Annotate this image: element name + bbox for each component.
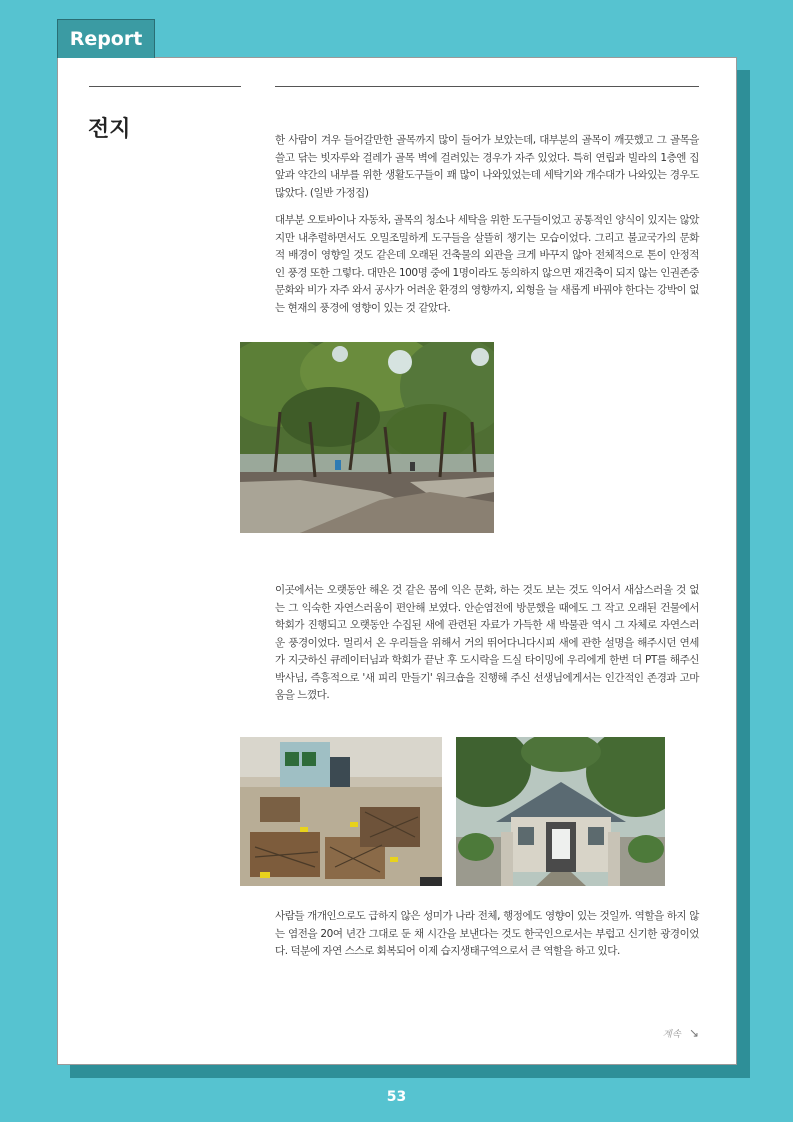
page-number: 53 — [386, 1089, 407, 1105]
paragraph-3: 이곳에서는 오랫동안 해온 것 같은 몸에 익은 문화, 하는 것도 보는 것도 익어서 새삼스러울 것 없는 그 익숙한 자연스러움이 편안해 보였다. 안순염전에 방문했을 때에도 그 작고 오래된 건물에서 학회가 진행되고 오랫동안 수집된 새에 관련된 자료가 가득한 새 박물관 역시 그 자체로 자연스러운 풍경이었다. 멀리서 온 우리들을 위해서 거의 뛰어다니다시피 새에 관한 설명을 해주시던 연세가 지긋하신 큐레이터님과 학회가 끝난 후 도시락을 드실 타이밍에 우리에게 한번 더 PT를 해주신 박사님, 즉흥적으로 '새 피리 만들기' 워크숍을 진행해 주신 선생님에게서는 인간적인 존경과 고마움을 느꼈다. — [275, 584, 699, 701]
park-trees-photo — [240, 342, 494, 533]
section-title: 전지 — [88, 117, 131, 142]
arrow-down-right-icon: ↘ — [688, 1026, 699, 1040]
continue-link[interactable] — [663, 1026, 699, 1040]
title-rule — [89, 86, 241, 87]
paragraph-2: 대부분 오토바이나 자동차, 골목의 청소나 세탁을 위한 도구들이었고 공통적인 양식이 있지는 않았지만 내추럴하면서도 오밀조밀하게 도구들을 살뜰히 챙기는 모습이었다. 그리고 불교국가의 문화적 배경이 영향일 것도 같은데 오래된 건축물의 외관을 크게 바꾸지 않아 전체적으로 톤이 안정적인 풍경 또한 그렇다. 대만은 100명 중에 1명이라도 동의하지 않으면 재건축이 되지 않는 인권존중문화와 비가 자주 와서 공사가 어려운 환경의 영향까지, 외형을 늘 새롭게 바꿔야 한다는 강박이 없는 현재의 풍경에 영향이 있는 것 같았다. — [275, 214, 699, 314]
continue-label: 계속 — [662, 1029, 681, 1040]
paragraph-1: 한 사람이 겨우 들어갈만한 골목까지 많이 들어가 보았는데, 대부분의 골목이 깨끗했고 그 골목을 쓸고 닦는 빗자루와 걸레가 골목 벽에 걸려있는 경우가 자주 있었다. 특히 연립과 빌라의 1층엔 집 앞과 약간의 내부를 위한 생활도구들이 꽤 많이 나와있었는데 세탁기와 개수대가 나와있는 경우도 많았다. (일반 가정집) — [275, 134, 699, 199]
body-rule — [275, 86, 699, 87]
bird-museum-exhibit-photo — [240, 737, 442, 886]
paragraph-4: 사람들 개개인으로도 급하지 않은 성미가 나라 전체, 행정에도 영향이 있는 것일까. 역할을 하지 않는 염전을 20여 년간 그대로 둔 채 시간을 보낸다는 것도 한국인으로서는 부럽고 신기한 광경이었다. 덕분에 자연 스스로 회복되어 이제 습지생태구역으로서 큰 역할을 하고 있다. — [275, 910, 699, 957]
old-building-photo — [456, 737, 665, 886]
report-tab: Report — [57, 19, 155, 58]
